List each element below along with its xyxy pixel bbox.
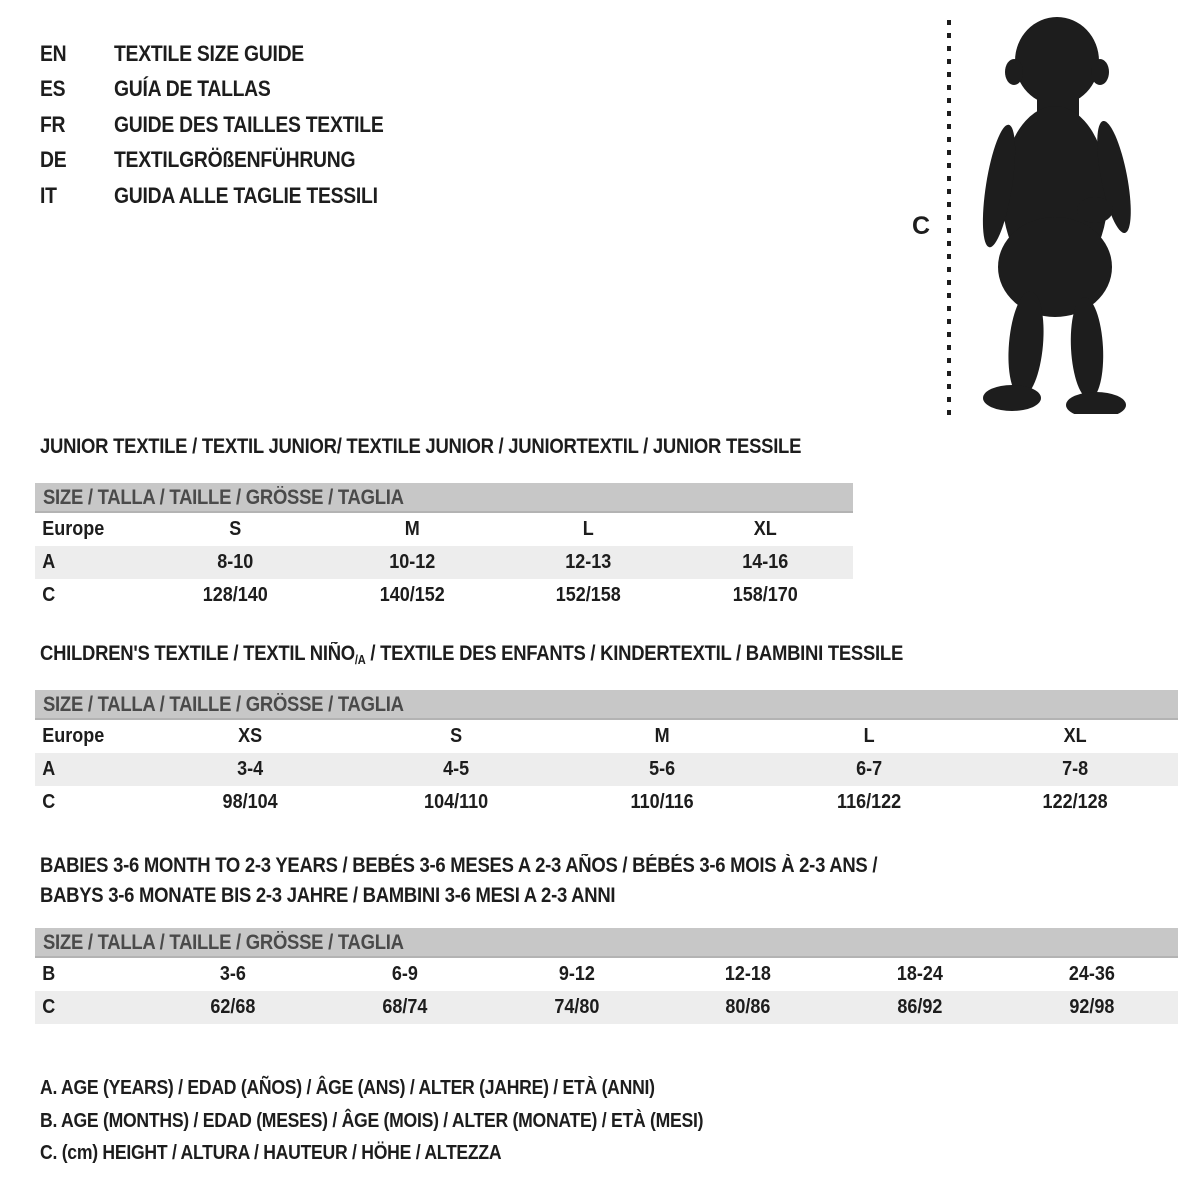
table-cell: S: [450, 725, 463, 747]
language-title-list: [40, 36, 420, 214]
table-cell: 74/80: [554, 996, 600, 1018]
table-row: [35, 958, 1178, 991]
table-cell: 10-12: [388, 551, 435, 573]
size-header-label: SIZE / TALLA / TAILLE / GRÖSSE / TAGLIA: [43, 693, 404, 716]
row-label: A: [42, 551, 56, 573]
table-row: [35, 546, 853, 579]
babies-section-title: [40, 851, 877, 910]
table-cell: 9-12: [558, 963, 595, 985]
table-cell: 5-6: [649, 758, 676, 780]
size-header-band: [35, 928, 1178, 958]
table-cell: 68/74: [382, 996, 428, 1018]
children-section-title: [40, 642, 903, 667]
table-row: [35, 786, 1178, 819]
children-title-suffix: / TEXTILE DES ENFANTS / KINDERTEXTIL / BAMBINI TESSILE: [365, 642, 904, 665]
table-cell: 122/128: [1042, 791, 1108, 813]
table-row: [35, 720, 1178, 753]
table-cell: XL: [753, 518, 777, 540]
table-cell: 4-5: [443, 758, 470, 780]
language-row: [40, 107, 420, 143]
children-title-prefix: CHILDREN'S TEXTILE / TEXTIL NIÑO: [40, 642, 355, 665]
row-label: Europe: [42, 518, 105, 540]
legend-line-a: A. AGE (YEARS) / EDAD (AÑOS) / ÂGE (ANS) / ALTER (JAHRE) / ETÀ (ANNI): [40, 1077, 655, 1099]
toddler-silhouette-icon: [975, 14, 1135, 414]
table-cell: 86/92: [897, 996, 943, 1018]
table-cell: 3-4: [237, 758, 264, 780]
table-cell: 128/140: [202, 584, 268, 606]
measurement-legend: [40, 1072, 794, 1170]
table-row: [35, 991, 1178, 1024]
table-cell: 104/110: [424, 791, 489, 813]
table-row: [35, 513, 853, 546]
table-cell: M: [404, 518, 420, 540]
language-code: FR: [40, 111, 66, 137]
table-cell: 12-18: [725, 963, 772, 985]
height-measure-label: C: [912, 212, 931, 240]
children-title-subscript: /A: [354, 652, 366, 667]
language-title: GUIDA ALLE TAGLIE TESSILI: [114, 182, 378, 208]
table-cell: 80/86: [725, 996, 771, 1018]
junior-size-table: [35, 483, 853, 612]
table-cell: 7-8: [1061, 758, 1088, 780]
table-cell: 152/158: [555, 584, 621, 606]
size-header-label: SIZE / TALLA / TAILLE / GRÖSSE / TAGLIA: [43, 931, 404, 954]
legend-line-b: B. AGE (MONTHS) / EDAD (MESES) / ÂGE (MOIS) / ALTER (MONATE) / ETÀ (MESI): [40, 1109, 704, 1132]
language-title: TEXTILE SIZE GUIDE: [114, 40, 304, 66]
table-cell: 6-9: [391, 963, 418, 985]
table-cell: 98/104: [222, 791, 278, 813]
table-cell: 18-24: [897, 963, 944, 985]
language-row: [40, 178, 420, 214]
table-row: [35, 579, 853, 612]
row-label: C: [42, 791, 56, 813]
table-cell: 14-16: [741, 551, 788, 573]
table-cell: XS: [238, 725, 263, 747]
row-label: C: [42, 584, 56, 606]
babies-title-line1: BABIES 3-6 MONTH TO 2-3 YEARS / BEBÉS 3-6 MESES A 2-3 AÑOS / BÉBÉS 3-6 MOIS À 2-3 ANS /: [40, 854, 878, 877]
table-cell: 92/98: [1069, 996, 1115, 1018]
language-code: DE: [40, 147, 67, 173]
junior-section-title: JUNIOR TEXTILE / TEXTIL JUNIOR/ TEXTILE JUNIOR / JUNIORTEXTIL / JUNIOR TESSILE: [40, 435, 802, 458]
table-cell: 12-13: [565, 551, 612, 573]
table-cell: 24-36: [1069, 963, 1116, 985]
language-code: EN: [40, 40, 67, 66]
language-code: ES: [40, 76, 66, 102]
legend-line-c: C. (cm) HEIGHT / ALTURA / HAUTEUR / HÖHE / ALTEZZA: [40, 1142, 502, 1164]
babies-title-line2: BABYS 3-6 MONATE BIS 2-3 JAHRE / BAMBINI 3-6 MESI A 2-3 ANNI: [40, 883, 616, 907]
language-row: [40, 36, 420, 72]
language-title: GUÍA DE TALLAS: [114, 76, 271, 102]
table-cell: L: [582, 518, 594, 540]
row-label: Europe: [42, 725, 105, 747]
table-cell: 6-7: [855, 758, 882, 780]
table-cell: XL: [1063, 725, 1087, 747]
table-cell: L: [863, 725, 875, 747]
row-label: A: [42, 758, 56, 780]
size-header-label: SIZE / TALLA / TAILLE / GRÖSSE / TAGLIA: [43, 486, 404, 509]
language-title: GUIDE DES TAILLES TEXTILE: [114, 111, 384, 137]
size-header-band: [35, 483, 853, 513]
table-cell: 110/116: [630, 791, 695, 813]
language-row: [40, 72, 420, 108]
table-cell: M: [654, 725, 670, 747]
table-row: [35, 753, 1178, 786]
size-header-band: [35, 690, 1178, 720]
language-row: [40, 143, 420, 179]
language-title: TEXTILGRÖßENFÜHRUNG: [114, 147, 356, 173]
table-cell: S: [229, 518, 242, 540]
table-cell: 8-10: [217, 551, 254, 573]
table-cell: 116/122: [836, 791, 901, 813]
table-cell: 3-6: [219, 963, 246, 985]
row-label: C: [42, 996, 56, 1018]
height-measure-dashed-line: [947, 20, 951, 416]
row-label: B: [42, 963, 56, 985]
table-cell: 140/152: [379, 584, 445, 606]
babies-size-table: [35, 928, 1178, 1024]
language-code: IT: [40, 182, 57, 208]
table-cell: 158/170: [732, 584, 798, 606]
table-cell: 62/68: [210, 996, 256, 1018]
children-size-table: [35, 690, 1178, 819]
